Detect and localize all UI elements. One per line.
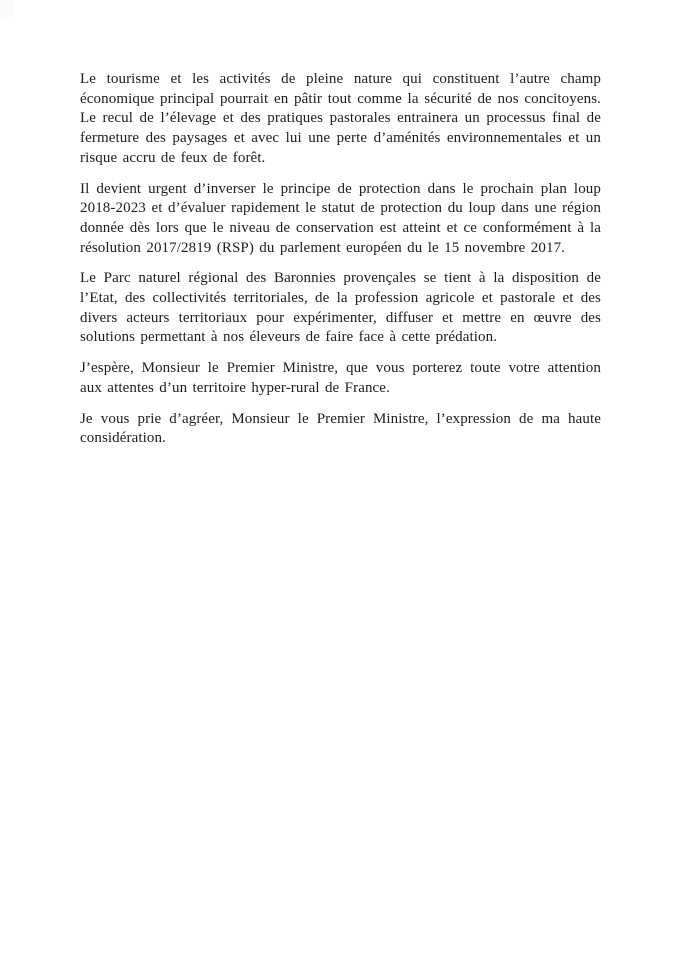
letter-paragraph-tourism-impact: Le tourisme et les activités de pleine nature qui constituent l’autre champ économique principal pourrait en pâtir tout comme la sécurité de nos concitoyens. Le recul de l’élevage et des pratiques pastorales entrainera un processus final de fermeture des paysages et avec lui une perte d’aménités environnementales et un risque accru de feux de forêt. — [80, 71, 601, 166]
letter-body — [80, 70, 601, 460]
letter-paragraph-parc-baronnies: Le Parc naturel régional des Baronnies provençales se tient à la disposition de l’Etat, des collectivités territoriales, de la profession agricole et pastorale et des divers acteurs territoriaux pour expérimenter, diffuser et mettre en œuvre des solutions permettant à nos éleveurs de faire face à cette prédation. — [80, 270, 601, 346]
letter-paragraph-closing-salutation: Je vous prie d’agréer, Monsieur le Premier Ministre, l’expression de ma haute considération. — [80, 410, 601, 447]
letter-paragraph-plan-loup: Il devient urgent d’inverser le principe de protection dans le prochain plan loup 2018-2023 et d’évaluer rapidement le statut de protection du loup dans une région donnée dès lors que le niveau de conservation est atteint et ce conformément à la résolution 2017/2819 (RSP) du parlement européen du le 15 novembre 2017. — [80, 180, 601, 256]
letter-paragraph-appeal: J’espère, Monsieur le Premier Ministre, que vous porterez toute votre attention aux attentes d’un territoire hyper-rural de France. — [80, 360, 601, 396]
scan-corner-artifact — [0, 0, 14, 17]
